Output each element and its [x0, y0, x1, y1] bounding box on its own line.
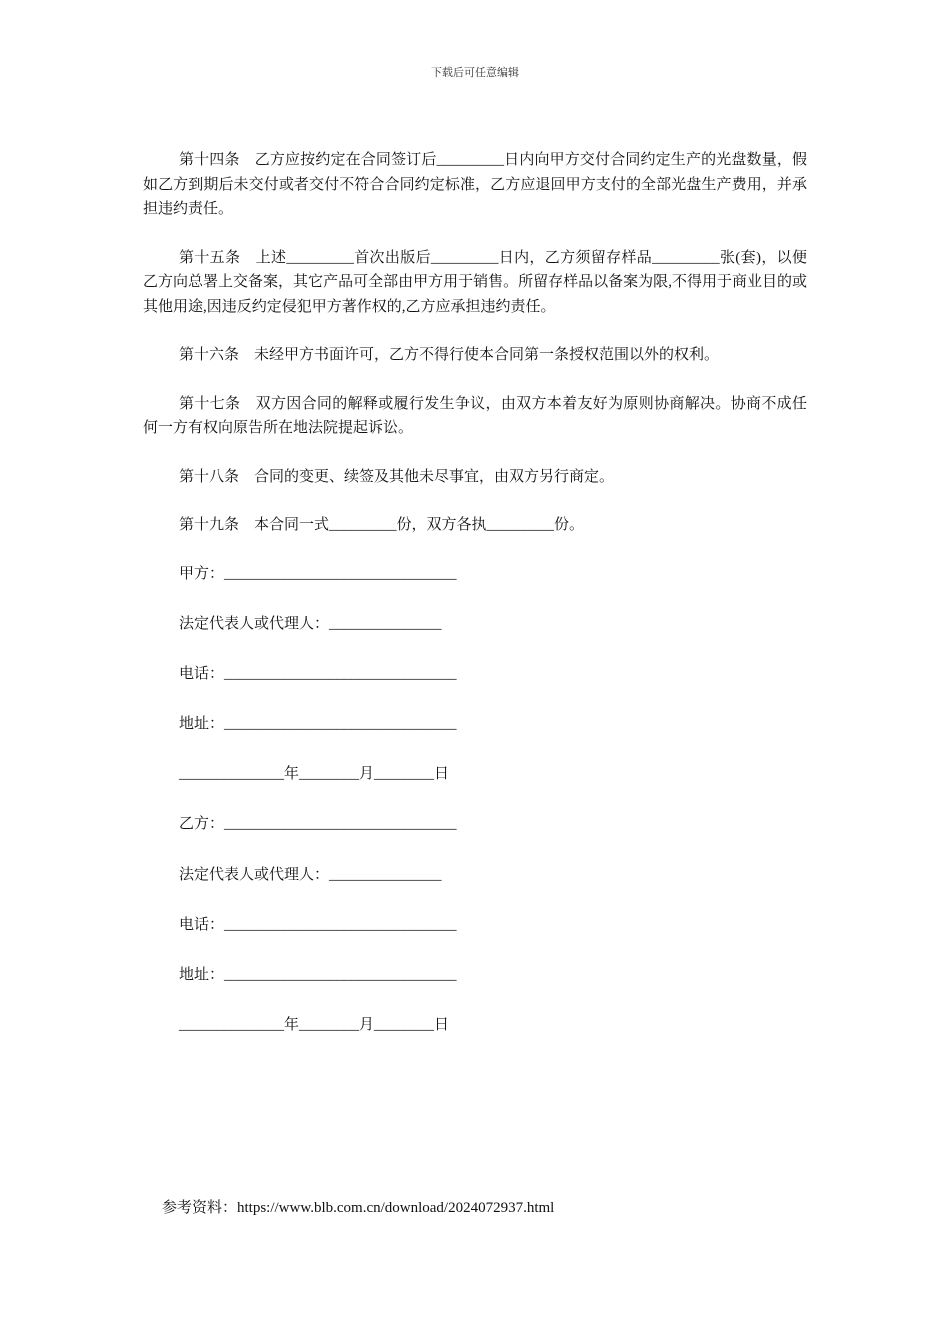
article-16: 第十六条 未经甲方书面许可，乙方不得行使本合同第一条授权范围以外的权利。 [179, 347, 720, 363]
party-a-date-field: ______________年________月________日 [179, 766, 450, 783]
article-14: 第十四条 乙方应按约定在合同签订后_________日内向甲方交付合同约定生产的光盘数量，假如乙方到期后未交付或者交付不符合合同约定标准，乙方应退回甲方支付的全部光盘生产费用，并承担违约责任。 [143, 152, 807, 217]
party-b-address-field: 地址：_______________________________ [179, 967, 457, 983]
article-17: 第十七条 双方因合同的解释或履行发生争议，由双方本着友好为原则协商解决。协商不成任何一方有权向原告所在地法院提起诉讼。 [143, 395, 807, 436]
article-15: 第十五条 上述_________首次出版后_________日内，乙方须留存样品_________张(套)，以便乙方向总署上交备案，其它产品可全部由甲方用于销售。所留存样品以备案为限,不得用于商业目的或其他用途,因违反约定侵犯甲方著作权的,乙方应承担违约责任。 [143, 249, 807, 315]
article-18: 第十八条 合同的变更、续签及其他未尽事宜，由双方另行商定。 [179, 468, 615, 485]
party-b-representative-field: 法定代表人或代理人：_______________ [179, 866, 442, 883]
page-header-note: 下载后可任意编辑 [431, 67, 519, 79]
party-a-field: 甲方：_______________________________ [179, 565, 457, 582]
party-b-date-field: ______________年________月________日 [179, 1017, 450, 1034]
article-19: 第十九条 本合同一式_________份，双方各执_________份。 [179, 517, 585, 533]
party-a-phone-field: 电话：_______________________________ [179, 665, 457, 682]
party-b-field: 乙方：_______________________________ [179, 816, 457, 833]
party-a-representative-field: 法定代表人或代理人：_______________ [179, 615, 442, 632]
party-a-address-field: 地址：_______________________________ [179, 716, 457, 733]
reference-link: 参考资料：https://www.blb.com.cn/download/2024072937.html [162, 1200, 555, 1216]
party-b-phone-field: 电话：_______________________________ [179, 916, 457, 933]
contract-body [143, 148, 807, 1038]
signature-block [143, 562, 807, 1038]
